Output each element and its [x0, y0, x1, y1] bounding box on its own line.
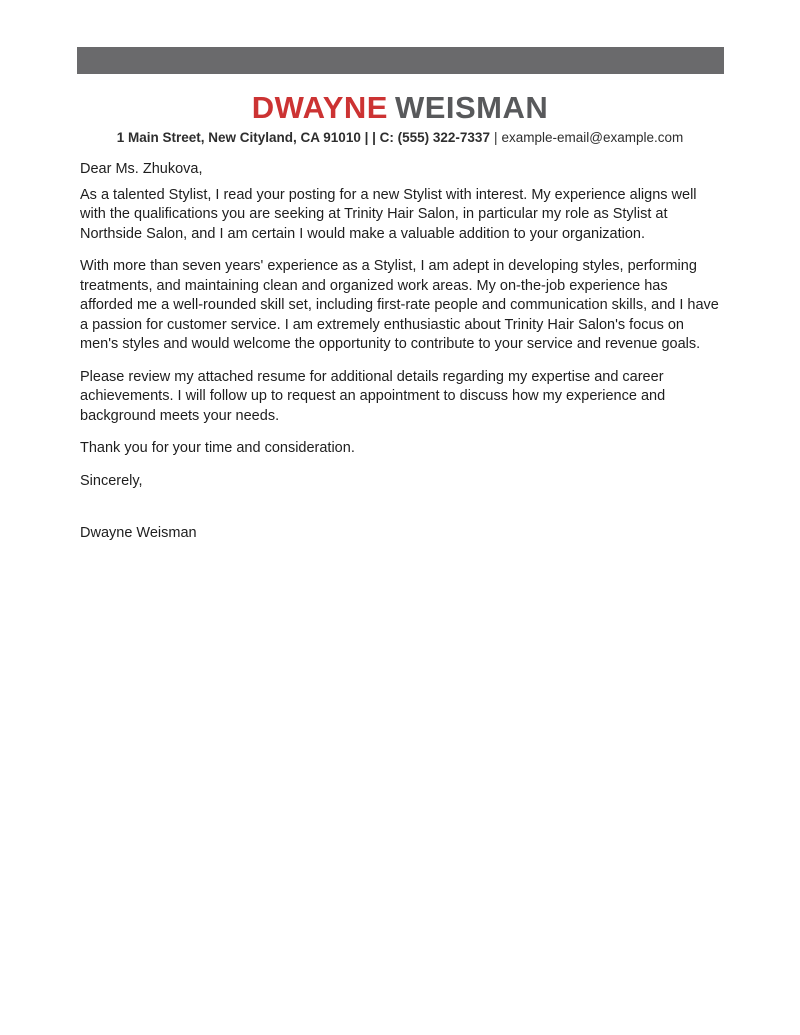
contact-separator: | — [493, 130, 498, 145]
closing-line: Sincerely, — [80, 472, 143, 489]
header-accent-bar — [77, 47, 724, 74]
letter-body — [80, 160, 720, 544]
paragraph-intro: As a talented Stylist, I read your posting for a new Stylist with interest. My experience aligns well with the qualifications you are seeking at Trinity Hair Salon, in particular my role as Stylist at Northside Salon, and I am certain I would make a valuable addition to your organization. — [80, 186, 697, 242]
thank-you-line: Thank you for your time and consideration. — [80, 440, 355, 456]
candidate-last-name: WEISMAN — [394, 90, 549, 125]
letter-header — [0, 90, 800, 147]
contact-address-phone: 1 Main Street, New Cityland, CA 91010 | | C: (555) 322-7337 — [116, 130, 490, 145]
contact-line — [0, 129, 800, 147]
paragraph-experience: With more than seven years' experience as a Stylist, I am adept in developing styles, performing treatments, and maintaining clean and organized work areas. My on-the-job experience has afforded me a well-rounded skill set, including first-rate people and communication skills, and I have a passion for customer service. I am extremely enthusiastic about Trinity Hair Salon's focus on men's styles and would welcome the opportunity to contribute to your service and revenue goals. — [80, 258, 719, 352]
candidate-first-name: DWAYNE — [251, 90, 388, 125]
paragraph-follow-up: Please review my attached resume for additional details regarding my expertise and career achievements. I will follow up to request an appointment to discuss how my experience and background meets your needs. — [80, 368, 666, 424]
salutation: Dear Ms. Zhukova, — [80, 161, 203, 177]
contact-email: example-email@example.com — [501, 130, 684, 145]
candidate-name — [0, 90, 800, 126]
signature-name: Dwayne Weisman — [80, 525, 197, 541]
